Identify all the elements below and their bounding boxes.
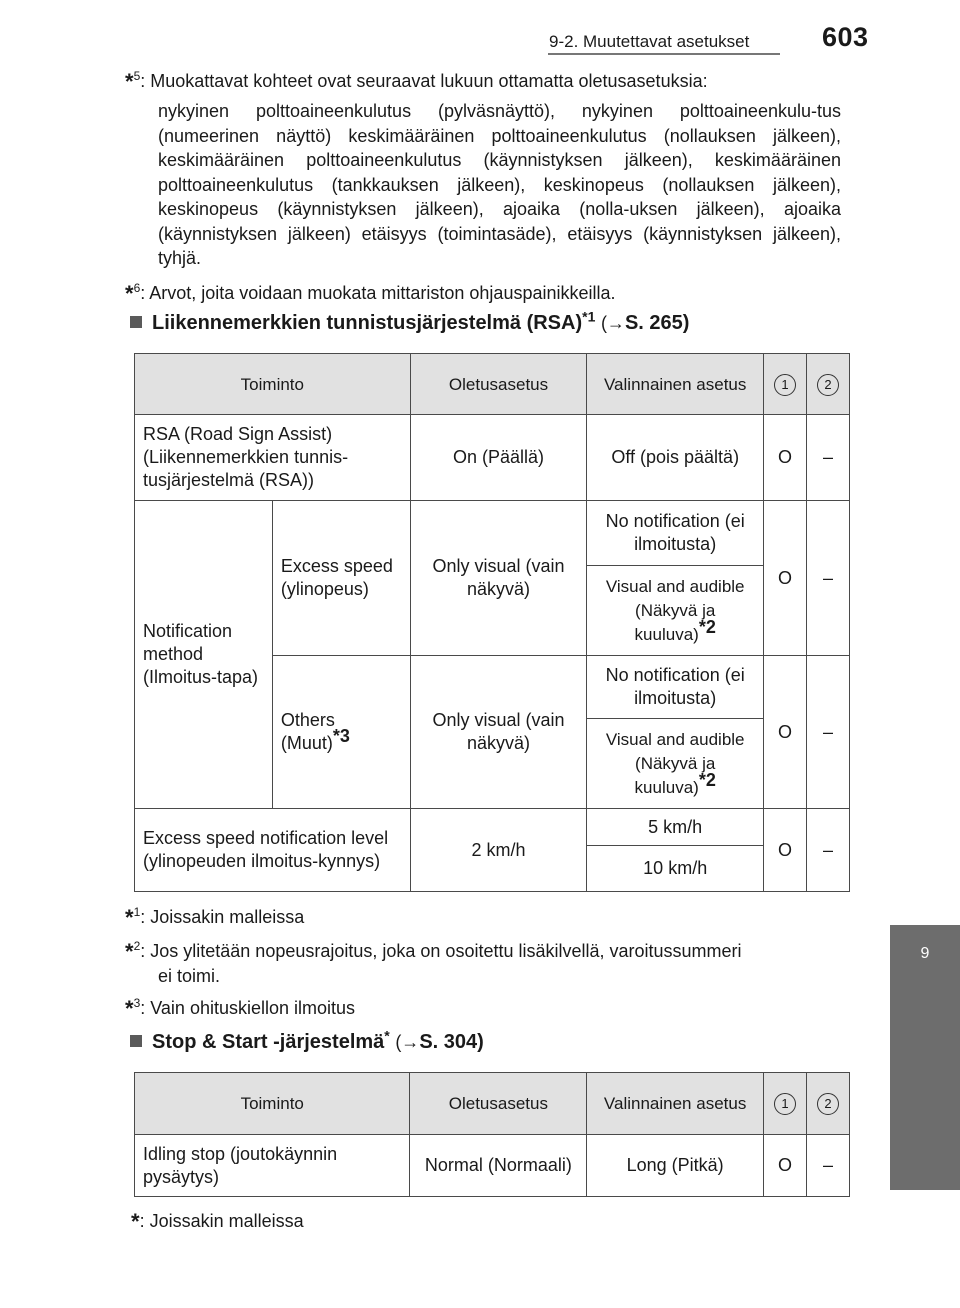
col-default: Oletusasetus [410,354,587,415]
stop-start-footnote-mark: * [131,1209,140,1234]
circled-2-icon: 2 [817,1093,839,1115]
table-row [135,415,850,501]
footnote-1-num: 1 [133,905,141,919]
section-title: 9-2. Muutettavat asetukset [549,32,750,51]
others-label-sup: *3 [332,726,350,746]
notification-method: Notification method (Ilmoitus-tapa) [135,501,273,809]
excess-speed-opt-2-sup: *2 [698,616,716,637]
excess-speed-opt-2 [587,566,764,656]
table-row [135,809,850,846]
threshold-function: Excess speed notification level (ylinopeuden ilmoitus-kynnys) [135,809,411,892]
page-header [0,0,890,54]
footnote-1 [125,904,304,930]
footnote-2-text: : Jos ylitetään nopeusrajoitus, joka on osoitettu lisäkilvellä, varoitussummeri [140,941,742,961]
threshold-c1: O [764,809,807,892]
stop-start-footnote-text: : Joissakin malleissa [139,1211,304,1231]
note-5 [125,68,708,94]
excess-speed-c1: O [764,501,807,656]
rsa-optional: Off (pois päältä) [587,415,764,501]
chapter-tab [890,925,960,1190]
rsa-settings-table [134,353,850,892]
excess-speed-opt-1: No notification (ei ilmoitusta) [587,501,764,566]
footnote-3-num: 3 [133,996,141,1010]
chapter-number: 9 [920,945,930,962]
threshold-c2: – [806,809,849,892]
stop-start-heading-arrow: (→ [395,1032,420,1052]
note-6-num: 6 [133,281,141,295]
note-5-text: : Muokattavat kohteet ovat seuraavat lukuun ottamatta oletusasetuksia: [140,71,708,91]
rsa-c1: O [764,415,807,501]
col-default: Oletusasetus [410,1073,587,1135]
circled-1-icon: 1 [774,1093,796,1115]
circled-2-icon: 2 [817,374,839,396]
rsa-heading [130,308,690,335]
threshold-opt-2: 10 km/h [587,846,764,892]
note-6-text: : Arvot, joita voidaan muokata mittariston ohjauspainikkeilla. [140,283,616,303]
excess-speed-label: Excess speed (ylinopeus) [272,501,410,656]
table-row [135,1135,850,1197]
threshold-opt-1: 5 km/h [587,809,764,846]
footnote-3-text: : Vain ohituskiellon ilmoitus [140,998,356,1018]
heading-square-icon [130,316,142,328]
col-optional: Valinnainen asetus [587,1073,764,1135]
table-header-row [135,1073,850,1135]
idle-function: Idling stop (joutokäynnin pysäytys) [135,1135,410,1197]
stop-start-heading-text: Stop & Start -järjestelmä [152,1031,385,1053]
excess-speed-default: Only visual (vain näkyvä) [410,501,587,656]
note-6-mark: * [125,281,134,306]
threshold-default: 2 km/h [410,809,587,892]
col-function: Toiminto [135,354,411,415]
col-optional: Valinnainen asetus [587,354,764,415]
footnote-1-text: : Joissakin malleissa [140,907,305,927]
note-5-num: 5 [133,69,141,83]
others-label-text: Others (Muut) [280,710,335,753]
stop-start-heading-ref: S. 304) [419,1031,484,1053]
excess-speed-opt-2-text: Visual and audible (Näkyvä ja kuuluva) [605,576,745,644]
chapter-title: Tekniset tiedot [25,1007,42,1110]
header-rule [548,53,780,55]
rsa-c2: – [806,415,849,501]
idle-optional: Long (Pitkä) [587,1135,764,1197]
stop-start-heading-sup: * [384,1027,390,1044]
note-6 [125,280,616,306]
col-2 [806,354,849,415]
rsa-heading-arrow: (→ [600,313,625,333]
excess-speed-c2: – [806,501,849,656]
others-c1: O [764,656,807,809]
note-5-continuation: nykyinen polttoaineenkulutus (pylväsnäyttö), nykyinen polttoaineenkulu-tus (numeerinen näyttö) keskimääräinen polttoaineenkulutus (nollauksen jälkeen), keskimääräinen polttoaineenkulutus (käynnistyksen jälkeen), keskimääräinen polttoaineenkulutus (tankkauksen jälkeen), keskinopeus (nollauksen jälkeen), keskinopeus (käynnistyksen jälkeen), ajoaika (nolla-uksen jälkeen), ajoaika (käynnistyksen jälkeen) etäisyys (toimintasäde), etäisyys (käynnistyksen jälkeen), tyhjä. [158,101,841,268]
col-1 [764,354,807,415]
table-header-row [135,354,850,415]
stop-start-footnote [125,1208,304,1234]
footnote-2 [125,938,742,964]
idle-default: Normal (Normaali) [410,1135,587,1197]
idle-c2: – [806,1135,849,1197]
footnote-1-mark: * [125,905,134,930]
rsa-default: On (Päällä) [410,415,587,501]
footnote-2-num: 2 [133,939,141,953]
others-opt-2 [587,719,764,809]
table-row [135,501,850,566]
others-opt-1: No notification (ei ilmoitusta) [587,656,764,719]
others-c2: – [806,656,849,809]
circled-1-icon: 1 [774,374,796,396]
footnote-3-mark: * [125,996,134,1021]
stop-start-heading [130,1027,484,1054]
others-opt-2-text: Visual and audible (Näkyvä ja kuuluva) [605,729,745,797]
stop-start-table [134,1072,850,1197]
note-5-mark: * [125,69,134,94]
page-number: 603 [822,22,869,52]
footnote-3 [125,995,355,1021]
col-function: Toiminto [135,1073,410,1135]
footnote-2-continuation: ei toimi. [158,966,221,986]
others-label [272,656,410,809]
rsa-function: RSA (Road Sign Assist) (Liikennemerkkien tunnis-tusjärjestelmä (RSA)) [135,415,411,501]
others-default: Only visual (vain näkyvä) [410,656,587,809]
rsa-heading-sup: *1 [582,308,596,325]
heading-square-icon [130,1035,142,1047]
col-2 [806,1073,849,1135]
idle-c1: O [764,1135,807,1197]
rsa-heading-ref: S. 265) [624,312,690,334]
col-1 [764,1073,807,1135]
footnote-2-mark: * [125,939,134,964]
others-opt-2-sup: *2 [698,769,716,790]
rsa-heading-text: Liikennemerkkien tunnistusjärjestelmä (RSA) [152,312,583,334]
